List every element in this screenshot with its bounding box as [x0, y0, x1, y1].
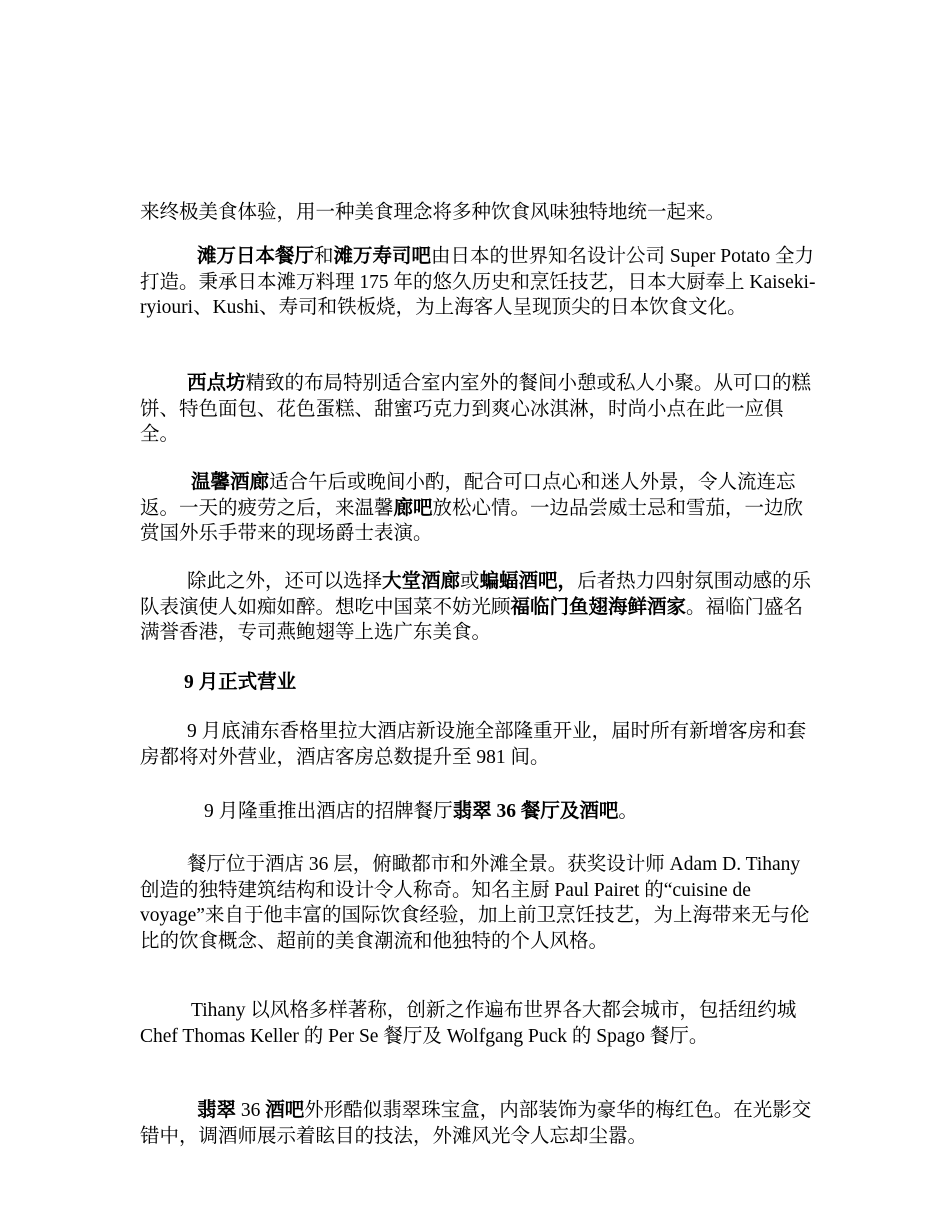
restaurant-name-nadaman: 滩万日本餐厅 [197, 246, 315, 267]
paragraph-text: 外形酷似翡翠珠宝盒，内部装饰为豪华的梅红色。在光影交错中，调酒师展示着眩目的技法，外滩风光令人忘却尘嚣。 [140, 1100, 812, 1147]
paragraph-text: 和 [314, 246, 334, 267]
paragraph-jade-bar [140, 1098, 820, 1149]
paragraph-jade [140, 799, 820, 825]
restaurant-name-lounge: 温馨酒廊 [191, 472, 270, 493]
paragraph-nadaman [140, 244, 820, 321]
paragraph-text: 放松心情。一边品尝威士忌和雪茄，一边欣赏国外乐手带来的现场爵士表演。 [140, 497, 804, 544]
restaurant-name-jade-bar: 酒吧 [265, 1100, 305, 1121]
restaurant-name-fook-lam-moon: 福临门鱼翅海鲜酒家 [510, 596, 687, 618]
restaurant-name-lobby-lounge: 大堂酒廊 [382, 571, 461, 592]
paragraph-restaurant-description [140, 852, 820, 954]
paragraph-text: 9 月底浦东香格里拉大酒店新设施全部隆重开业，届时所有新增客房和套房都将对外营业，酒店客房总数提升至 981 间。 [140, 721, 807, 768]
paragraph-lounge [140, 470, 820, 547]
paragraph-text: 。福临门盛名满誉香港，专司燕鲍翅等上选广东美食。 [140, 596, 804, 643]
restaurant-name-jade-36: 翡翠 36 餐厅及酒吧 [452, 801, 619, 822]
paragraph-text: 36 [236, 1100, 266, 1121]
restaurant-name-sushi-bar: 滩万寿司吧 [333, 246, 432, 267]
restaurant-name-bakery: 西点坊 [187, 373, 246, 394]
paragraph-other-venues [140, 569, 820, 646]
restaurant-name-bat-bar: 蝙蝠酒吧， [479, 571, 578, 592]
paragraph-text: 餐厅位于酒店 36 层，俯瞰都市和外滩全景。获奖设计师 Adam D. Tihany 创造的独特建筑结构和设计令人称奇。知名主厨 Paul Pairet 的“cuisine de voyage”来自于他丰富的国际饮食经验，加上前卫烹饪技艺，为上海带来无与伦比的饮食概念、超前的美食潮流和他独特的个人风格。 [140, 854, 810, 952]
restaurant-name-bar: 廊吧 [393, 497, 433, 519]
paragraph-text: 精致的布局特别适合室内室外的餐间小憩或私人小聚。从可口的糕饼、特色面包、花色蛋糕、甜蜜巧克力到爽心冰淇淋，时尚小点在此一应俱全。 [140, 373, 812, 445]
section-heading: 9 月正式营业 [184, 672, 297, 693]
paragraph-intro-end [140, 200, 820, 226]
paragraph-text: 9 月隆重推出酒店的招牌餐厅 [204, 801, 453, 822]
paragraph-bakery [140, 371, 820, 448]
paragraph-text: Tihany 以风格多样著称，创新之作遍布世界各大都会城市，包括纽约城 Chef Thomas Keller 的 Per Se 餐厅及 Wolfgang Puck 的 Spago 餐厅。 [140, 1000, 797, 1047]
paragraph-text: 后者热力四射氛围动感的乐队表演使人如痴如醉。想吃中国菜不妨光顾 [140, 571, 812, 618]
paragraph-text: 适合午后或晚间小酌，配合可口点心和迷人外景，令人流连忘返。一天的疲劳之后，来温馨 [140, 472, 796, 519]
paragraph-text: 来终极美食体验，用一种美食理念将多种饮食风味独特地统一起来。 [140, 202, 726, 223]
paragraph-opening [140, 719, 820, 770]
paragraph-text: 。 [618, 801, 638, 822]
paragraph-text: 由日本的世界知名设计公司 Super Potato 全力打造。秉承日本滩万料理 175 年的悠久历史和烹饪技艺，日本大厨奉上 Kaiseki-ryiouri、Kushi、寿司和铁板烧，为上海客人呈现顶尖的日本饮食文化。 [140, 246, 816, 318]
restaurant-name-jade: 翡翠 [197, 1100, 237, 1121]
paragraph-tihany [140, 998, 820, 1049]
paragraph-text: 或 [460, 571, 480, 592]
paragraph-text: 除此之外，还可以选择 [187, 571, 383, 592]
